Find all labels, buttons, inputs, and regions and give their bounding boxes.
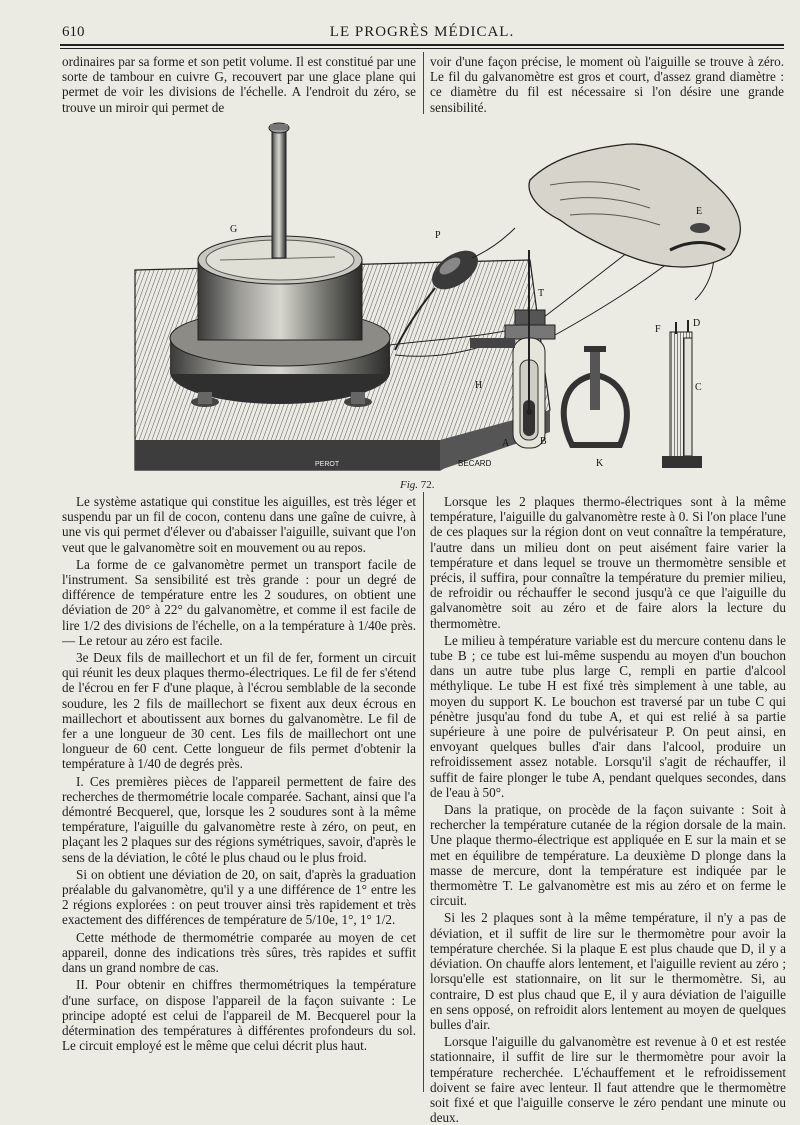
label-F: F xyxy=(655,324,661,335)
top-right-column xyxy=(430,54,784,115)
caption-number: 72. xyxy=(420,479,435,491)
label-P: P xyxy=(435,230,441,241)
paragraph: Lorsque l'aiguille du galvanomètre est revenue à 0 et est restée stationnaire, il suffit de lire sur le thermomètre pour avoir la température recherchée. L'échauffement et le refroidissement doivent se faire avec lenteur. Il faut attendre que le thermomètre soit fixé et que l'aiguille conserve le zéro pendant une minute ou deux. xyxy=(430,1034,786,1125)
paragraph: La forme de ce galvanomètre permet un transport facile de l'instrument. Sa sensibilité est très grande : pour un degré de différence de température entre les 2 soudures, on obtient une déviation de 20° à 22° du galvanomètre, et comme il est facile de lire 1/2 des divisions de l'échelle, on a la température à 1/40e près. — Le retour au zéro est facile. xyxy=(62,556,416,648)
column-divider xyxy=(423,492,424,1092)
label-B: B xyxy=(540,436,547,447)
paragraph: Le milieu à température variable est du mercure contenu dans le tube B ; ce tube est lui-même suspendu au moyen d'un bouchon dans un autre tube plus large C, rempli en partie d'alcool méthylique. Le tube H est fixé très simplement à une table, au moyen du support K. Le bouchon est traversé par un tube C qui pénètre jusqu'au fond du tube A, et qui est relié à sa partie supérieure à une poire de pulvérisateur P. On peut ainsi, en envoyant quelques bulles d'air dans l'alcool, produire un refroidissement assez notable. Lorsqu'il s'agit de réchauffer, il suffit de faire plonger le tube A, pendant quelques secondes, dans de l'eau à 50°. xyxy=(430,632,786,800)
label-E: E xyxy=(696,206,703,217)
label-D: D xyxy=(693,318,701,329)
paragraph: voir d'une façon précise, le moment où l'aiguille se trouve à zéro. Le fil du galvanomètre est gros et court, d'assez grand diamètre : ce diamètre du fil est nécessaire si l'on désire une grande sensibilité. xyxy=(430,54,784,115)
label-K: K xyxy=(596,458,604,469)
paragraph: Le système astatique qui constitue les aiguilles, est très léger et suspendu par un fil de cocon, contenu dans une gaîne de cuivre, à une vis qui permet d'élever ou d'abaisser l'aiguille, suivant que l'on veut que le galvanomètre soit en mouvement ou au repos. xyxy=(62,494,416,555)
thermo-plate-detail xyxy=(662,320,702,468)
paragraph: 3e Deux fils de maillechort et un fil de fer, forment un circuit qui réunit les deux plaques thermo-électriques. Le fil de fer s'étend de l'écrou en fer F d'une plaque, à l'écrou semblable de la seconde soudure, les 2 fils de maillechort se fixent aux deux écrous en maillechort et aboutissent aux bornes du galvanomètre. Le fil de fer a une longueur de 30 cent. Les fils de maillechort ont une longueur de 60 cent. Cette longueur de fils permet d'obtenir la température à 1/40 de degrés près. xyxy=(62,650,416,772)
paragraph: ordinaires par sa forme et son petit volume. Il est constitué par une sorte de tambour en cuivre G, recouvert par une glace plane qui permet de voir les divisions de l'échelle. A l'endroit du zéro, se trouve un miroir qui permet de xyxy=(62,54,416,115)
page-number: 610 xyxy=(62,24,85,40)
apparatus-illustration xyxy=(110,110,790,480)
paragraph: Si les 2 plaques sont à la même température, il n'y a pas de déviation, et il suffit de lire sur le thermomètre pour avoir la température cherchée. Si la plaque E est plus chaude que D, il y a déviation. On chauffe alors lentement, et l'aiguille revient au zéro ; lorsqu'elle est stationnaire, on lit sur le thermomètre. Si, au contraire, D est plus chaud que E, il y aura déviation de l'aiguille en sens opposé, on refroidit alors lentement au moyen de quelques bulles d'air. xyxy=(430,910,786,1032)
label-H: H xyxy=(475,380,483,391)
label-G: G xyxy=(230,224,238,235)
figure-engraving xyxy=(110,110,790,480)
paragraph: Lorsque les 2 plaques thermo-électriques sont à la même température, l'aiguille du galvanomètre reste à 0. Si l'on place l'une de ces plaques sur la région dont on veut connaître la température, l'autre dans un milieu dont on peut aisément faire varier la température et dans lequel se trouve un thermomètre sensible et précis, il suffira, pour connaître la température du premier milieu, de refroidir ou réchauffer le second jusqu'à ce que l'aiguille du galvanomètre soit au zéro et de faire alors la lecture du thermomètre. xyxy=(430,494,786,631)
label-C: C xyxy=(695,382,702,393)
paragraph: Cette méthode de thermométrie comparée au moyen de cet appareil, donne des indications très sûres, très rapides et suffit dans un grand nombre de cas. xyxy=(62,929,416,976)
hand xyxy=(529,144,740,267)
header-rule-thin xyxy=(60,48,784,49)
engraver-signature-left: PEROT xyxy=(315,461,340,468)
engraver-signature-right: BECARD xyxy=(458,459,492,468)
figure-caption xyxy=(400,479,435,491)
journal-title: LE PROGRÈS MÉDICAL. xyxy=(329,24,515,40)
right-column xyxy=(430,494,786,1125)
top-left-column xyxy=(62,54,416,115)
column-divider xyxy=(423,52,424,114)
header-rule xyxy=(60,44,784,46)
paragraph: Si on obtient une déviation de 20, on sait, d'après la graduation préalable du galvanomètre, qu'il y a une différence de 1° entre les 2 régions explorées : on peut trouver ainsi très rapidement et très exactement des différences de température de 5/10e, 1°, 1° 1/2. xyxy=(62,866,416,928)
page-header xyxy=(62,20,782,46)
caption-label: Fig. xyxy=(400,479,419,491)
label-T: T xyxy=(538,288,545,299)
galvanometer xyxy=(170,123,390,407)
paragraph: I. Ces premières pièces de l'appareil permettent de faire des recherches de thermométrie locale comparée. Sachant, ainsi que l'a démontré Becquerel, que, lorsque les 2 soudures sont à la même température, l'aiguille du galvanomètre reste à zéro, on peut, en plaçant les 2 plaques sur des régions symétriques, savoir, d'après le sens de la déviation, le côté le plus chaud ou le plus froid. xyxy=(62,773,416,865)
left-column xyxy=(62,494,416,1053)
paragraph: II. Pour obtenir en chiffres thermométriques la température d'une surface, on dispose l'appareil de la façon suivante : Le principe adopté est celui de l'appareil de M. Becquerel pour la détermination des températures à différentes profondeurs du sol. Le circuit employé est le même que celui décrit plus haut. xyxy=(62,977,416,1054)
label-A: A xyxy=(502,438,510,449)
paragraph: Dans la pratique, on procède de la façon suivante : Soit à rechercher la température cutanée de la région dorsale de la main. Une plaque thermo-électrique est appliquée en E sur la main et se met en équilibre de température. La deuxième D plonge dans la masse de mercure, dont la température est indiquée par le thermomètre T. Le galvanomètre est mis au zéro et on ferme le circuit. xyxy=(430,802,786,909)
support-clamp xyxy=(564,346,627,445)
